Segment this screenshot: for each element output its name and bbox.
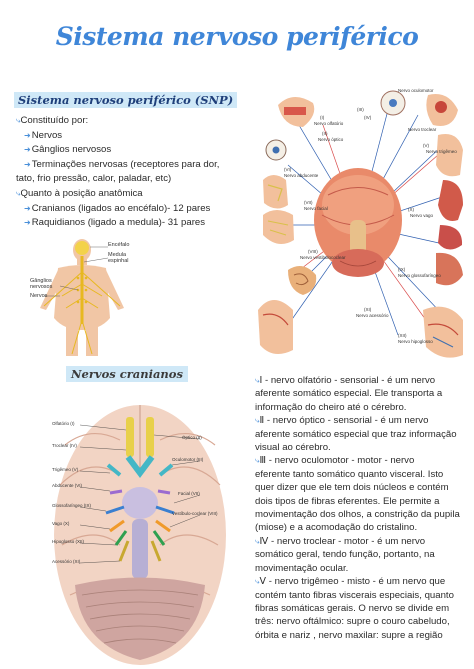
brain-base-illustration	[50, 395, 230, 667]
desc-line: movimentação dos olhos, a constrição da pupila	[255, 509, 460, 521]
fig-label-vi: (VI)	[284, 167, 292, 172]
desc-line: Ⅱ - nervo óptico - sensorial - é um nervo	[259, 415, 429, 427]
desc-line: visual ao cérebro.	[255, 442, 331, 454]
bullet-icon: ➜	[24, 218, 31, 228]
bullet-icon: ➜	[24, 145, 31, 155]
body-nervous-figure	[30, 238, 140, 356]
body-label-ganglios: Gânglios nervosos	[30, 278, 53, 290]
fig-label-vestibulococlear: Nervo vestibulococlear	[300, 255, 346, 260]
fig-label-hipoglosso: Nervo hipoglosso	[398, 339, 433, 344]
desc-line: (miose) e a acomodação do cristalino.	[255, 522, 418, 534]
fig-label-viii: (VIII)	[308, 249, 318, 254]
body-label-nervos: Nervos	[30, 293, 48, 299]
fig-label-vii: (VII)	[304, 200, 313, 205]
brain-label-vago: Vago (X)	[52, 521, 70, 526]
arrow-icon: ⤷	[255, 456, 260, 466]
body-label-medula: Medula espinhal	[108, 252, 129, 264]
fig-label-xi: (XI)	[364, 307, 372, 312]
brain-label-glossofaringeo: Glossofaríngeo (IX)	[52, 503, 92, 508]
list-item: Nervos	[31, 129, 63, 141]
desc-line: quer dizer que ele tem dois núcleos e contém	[255, 482, 449, 494]
fig-label-xii: (XII)	[398, 333, 407, 338]
fig-label-iii: (III)	[357, 107, 364, 112]
fig-label-x: (X)	[408, 207, 414, 212]
fig-label-glossofaringeo: Nervo glossofaríngeo	[398, 273, 441, 278]
cranial-nerve-descriptions	[255, 374, 469, 642]
fig-label-abducente: Nervo abducente	[284, 173, 319, 178]
brain-label-abducente: Abducente (VI)	[52, 483, 83, 488]
list-item: Gânglios nervosos	[31, 144, 112, 156]
quanto-text: Quanto à posição anatômica	[20, 187, 143, 199]
brain-label-acessorio: Acessório (XI)	[52, 559, 81, 564]
list-item: Raquidianos (ligado a medula)- 31 pares	[31, 217, 206, 229]
fig-label-facial: Nervo facial	[304, 206, 328, 211]
constituido-text: Constituído por:	[20, 115, 89, 126]
brain-label-troclear: Troclear (IV)	[52, 443, 77, 448]
brain-label-vestibulococlear: Vestíbulo-coclear (VIII)	[172, 511, 218, 516]
list-item: Cranianos (ligados ao encéfalo)- 12 pares	[31, 202, 211, 214]
desc-line: aferente somático especial que traz informação	[255, 428, 457, 440]
arrow-icon: ⤷	[16, 116, 21, 125]
desc-line: órbita e nariz , nervo maxilar: supre a região	[255, 629, 443, 641]
desc-line: Ⅲ - nervo oculomotor - motor - nervo	[259, 455, 415, 467]
fig-label-acessorio: Nervo acessório	[356, 313, 389, 318]
fig-label-olfatorio: Nervo olfatório	[314, 121, 344, 126]
fig-label-optico: Nervo óptico	[318, 137, 344, 142]
bullet-icon: ➜	[24, 130, 31, 140]
desc-line: Ⅳ - nervo troclear - motor - é um nervo	[259, 535, 426, 547]
snp-heading: Sistema nervoso periférico (SNP)	[14, 92, 237, 108]
cranial-nerves-figure	[248, 85, 468, 365]
fig-label-i: (I)	[320, 115, 325, 120]
list-item-continuation: tato, frio pressão, calor, paladar, etc)	[16, 173, 172, 185]
desc-line: aferente somático especial. Ele transporta a	[255, 388, 443, 400]
fig-label-ii: (II)	[322, 131, 328, 136]
arrow-icon: ⤷	[255, 416, 260, 426]
arrow-icon: ⤷	[16, 188, 21, 198]
arrow-icon: ⤷	[255, 577, 260, 587]
snp-notes	[16, 114, 231, 231]
desc-line: Ⅰ - nervo olfatório - sensorial - é um nervo	[259, 375, 436, 386]
brain-label-oculomotor: Oculomotor (III)	[172, 457, 204, 462]
desc-line: Ⅴ - nervo trigêmeo - misto - é um nervo que	[259, 576, 446, 588]
desc-line: movimentação ocular.	[255, 562, 349, 574]
desc-line: somático geral, tendo função, portanto, na	[255, 549, 435, 561]
desc-line: três: nervo oftálmico: supre o couro cabeludo,	[255, 616, 450, 628]
fig-label-trigemeo: Nervo trigêmeo	[426, 149, 457, 154]
brain-base-figure	[50, 395, 230, 667]
arrow-icon: ⤷	[255, 376, 260, 385]
body-label-encefalo: Encéfalo	[108, 242, 130, 248]
bullet-icon: ➜	[24, 203, 31, 213]
desc-line: informação do cheiro até o cérebro.	[255, 401, 407, 413]
brain-label-hipoglosso: Hipoglosso (XII)	[52, 539, 85, 544]
brain-label-facial: Facial (VII)	[178, 491, 200, 496]
arrow-icon: ⤷	[255, 536, 260, 546]
fig-label-oculomotor: Nervo oculomotor	[398, 88, 434, 93]
desc-line: eferente tanto somático quanto visceral. Isto	[255, 468, 444, 480]
fig-label-ix: (IX)	[398, 267, 406, 272]
fig-label-vago: Nervo vago	[410, 213, 434, 218]
brain-label-trigemeo: Trigêmeo (V)	[52, 467, 79, 472]
nervos-cranianos-heading: Nervos cranianos	[66, 366, 188, 382]
fig-label-troclear: Nervo troclear	[408, 127, 437, 132]
brain-label-optico: Óptico (II)	[182, 435, 202, 440]
fig-label-iv: (IV)	[364, 115, 372, 120]
desc-line: dois tipos de fibras eferentes. Ele permite a	[255, 495, 440, 507]
page-title: Sistema nervoso periférico	[55, 22, 419, 51]
fig-label-v: (V)	[423, 143, 429, 148]
brain-label-olfatorio: Olfatório (I)	[52, 421, 75, 426]
bullet-icon: ➜	[24, 159, 31, 169]
desc-line: fibras somáticas gerais. O nervo se divide em	[255, 602, 450, 614]
list-item: Terminações nervosas (receptores para dor,	[31, 158, 220, 170]
desc-line: contém tanto fibras viscerais especiais, quanto	[255, 589, 454, 601]
